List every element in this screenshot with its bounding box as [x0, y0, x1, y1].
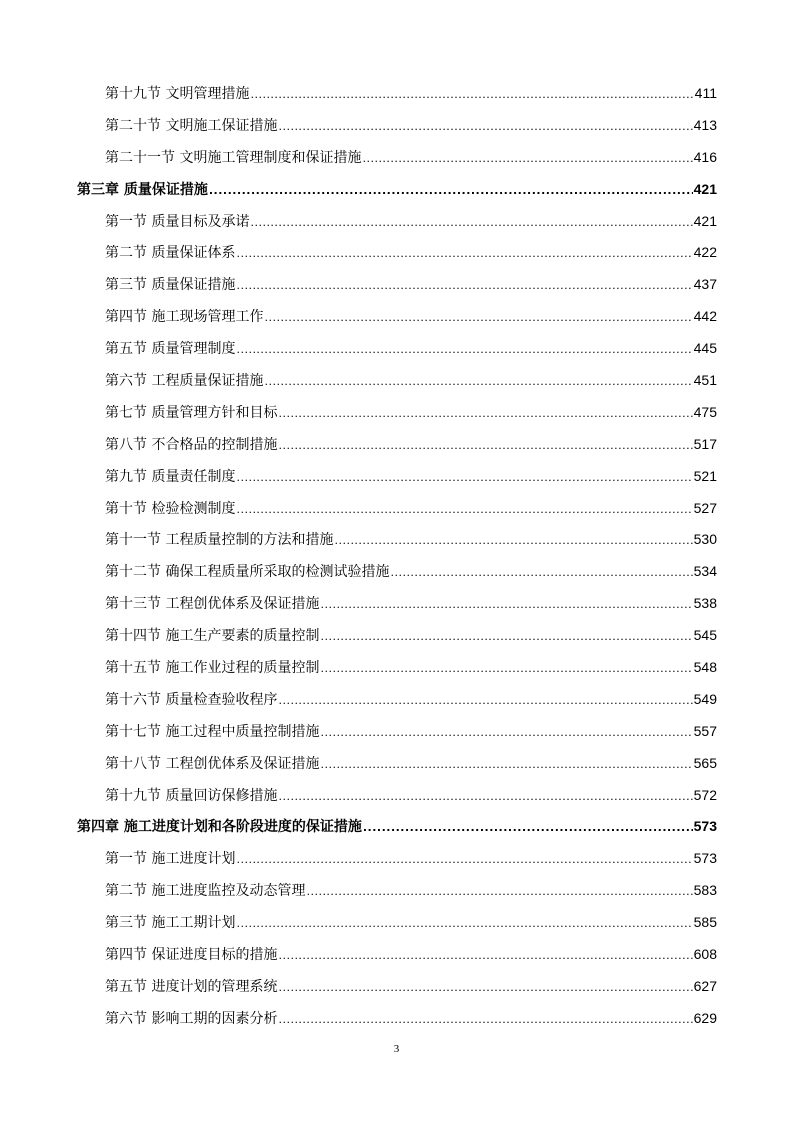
- toc-entry-page: 530: [693, 531, 717, 548]
- toc-dot-leader: [236, 343, 692, 356]
- toc-section-entry[interactable]: [0, 109, 793, 141]
- toc-section-entry[interactable]: [0, 268, 793, 300]
- toc-dot-leader: [363, 821, 693, 834]
- toc-section-entry[interactable]: [0, 460, 793, 492]
- toc-entry-title: 第一节 施工进度计划: [105, 851, 236, 868]
- toc-entry-page: 422: [693, 244, 717, 261]
- toc-section-entry[interactable]: [0, 396, 793, 428]
- toc-dot-leader: [320, 630, 692, 643]
- toc-entry-page: 445: [693, 340, 717, 357]
- toc-entry-title: 第六节 影响工期的因素分析: [105, 1010, 278, 1027]
- toc-entry-page: 442: [693, 308, 717, 325]
- toc-entry-page: 548: [693, 659, 717, 676]
- toc-section-entry[interactable]: [0, 587, 793, 619]
- toc-entry-page: 437: [693, 276, 717, 293]
- toc-entry-title: 第二节 施工进度监控及动态管理: [105, 883, 306, 900]
- toc-entry-page: 421: [693, 212, 717, 229]
- toc-entry-page: 413: [693, 116, 717, 133]
- toc-entry-title: 第二节 质量保证体系: [105, 245, 236, 262]
- toc-section-entry[interactable]: [0, 236, 793, 268]
- toc-entry-title: 第十五节 施工作业过程的质量控制: [105, 660, 320, 677]
- toc-dot-leader: [278, 981, 692, 994]
- toc-entry-title: 第十一节 工程质量控制的方法和措施: [105, 532, 334, 549]
- toc-entry-title: 第十六节 质量检查验收程序: [105, 691, 278, 708]
- toc-entry-title: 第四节 施工现场管理工作: [105, 309, 264, 326]
- toc-entry-title: 第十八节 工程创优体系及保证措施: [105, 755, 320, 772]
- toc-entry-title: 第十节 检验检测制度: [105, 500, 236, 517]
- toc-section-entry[interactable]: [0, 141, 793, 173]
- page-number: 3: [393, 1043, 400, 1055]
- toc-entry-page: 573: [693, 818, 717, 835]
- toc-entry-title: 第十九节 文明管理措施: [105, 86, 250, 102]
- toc-dot-leader: [236, 279, 692, 292]
- toc-dot-leader: [362, 152, 692, 165]
- toc-dot-leader: [278, 949, 692, 962]
- toc-section-entry[interactable]: [0, 619, 793, 651]
- toc-entry-title: 第八节 不合格品的控制措施: [105, 436, 278, 453]
- toc-section-entry[interactable]: [0, 906, 793, 938]
- toc-section-entry[interactable]: [0, 492, 793, 524]
- toc-dot-leader: [278, 439, 692, 452]
- toc-entry-title: 第十四节 施工生产要素的质量控制: [105, 628, 320, 645]
- toc-section-entry[interactable]: [0, 205, 793, 237]
- toc-entry-page: 475: [693, 403, 717, 420]
- toc-entry-page: 521: [693, 467, 717, 484]
- toc-section-entry[interactable]: [0, 300, 793, 332]
- table-of-contents: [0, 77, 793, 1034]
- toc-dot-leader: [264, 311, 692, 324]
- toc-chapter-entry[interactable]: [0, 810, 793, 842]
- toc-entry-page: 451: [693, 372, 717, 389]
- toc-dot-leader: [209, 184, 693, 197]
- toc-entry-page: 565: [693, 754, 717, 771]
- toc-entry-title: 第十三节 工程创优体系及保证措施: [105, 596, 320, 613]
- toc-dot-leader: [320, 726, 692, 739]
- toc-section-entry[interactable]: [0, 523, 793, 555]
- toc-section-entry[interactable]: [0, 715, 793, 747]
- toc-dot-leader: [264, 375, 692, 388]
- toc-entry-page: 416: [693, 148, 717, 165]
- toc-entry-title: 第十七节 施工过程中质量控制措施: [105, 723, 320, 740]
- toc-section-entry[interactable]: [0, 874, 793, 906]
- toc-dot-leader: [236, 853, 692, 866]
- toc-dot-leader: [334, 534, 692, 547]
- toc-entry-title: 第六节 工程质量保证措施: [105, 373, 264, 390]
- toc-section-entry[interactable]: [0, 747, 793, 779]
- toc-entry-page: 517: [693, 435, 717, 452]
- toc-entry-title: 第五节 质量管理制度: [105, 341, 236, 358]
- toc-entry-title: 第四章 施工进度计划和各阶段进度的保证措施: [77, 819, 362, 836]
- toc-entry-title: 第九节 质量责任制度: [105, 468, 236, 485]
- toc-entry-page: 585: [693, 914, 717, 931]
- toc-entry-page: 549: [693, 690, 717, 707]
- toc-dot-leader: [250, 88, 693, 101]
- toc-entry-page: 583: [693, 882, 717, 899]
- toc-entry-title: 第十二节 确保工程质量所采取的检测试验措施: [105, 564, 390, 581]
- toc-section-entry[interactable]: [0, 938, 793, 970]
- toc-entry-title: 第十九节 质量回访保修措施: [105, 787, 278, 804]
- toc-dot-leader: [278, 790, 692, 803]
- toc-dot-leader: [250, 216, 692, 229]
- toc-section-entry[interactable]: [0, 683, 793, 715]
- toc-entry-title: 第五节 进度计划的管理系统: [105, 978, 278, 995]
- toc-entry-title: 第七节 质量管理方针和目标: [105, 404, 278, 421]
- toc-entry-page: 608: [693, 946, 717, 963]
- toc-dot-leader: [320, 662, 692, 675]
- toc-section-entry[interactable]: [0, 970, 793, 1002]
- toc-dot-leader: [320, 758, 692, 771]
- toc-entry-page: 421: [693, 180, 717, 197]
- toc-dot-leader: [278, 694, 692, 707]
- toc-entry-page: 545: [693, 627, 717, 644]
- toc-dot-leader: [236, 247, 692, 260]
- toc-dot-leader: [236, 471, 692, 484]
- toc-entry-title: 第二十一节 文明施工管理制度和保证措施: [105, 149, 362, 166]
- toc-dot-leader: [236, 503, 692, 516]
- toc-section-entry[interactable]: [0, 428, 793, 460]
- toc-section-entry[interactable]: [0, 651, 793, 683]
- toc-entry-title: 第三节 质量保证措施: [105, 277, 236, 294]
- toc-entry-title: 第二十节 文明施工保证措施: [105, 117, 278, 134]
- toc-entry-page: 572: [693, 786, 717, 803]
- toc-section-entry[interactable]: [0, 364, 793, 396]
- toc-entry-page: 627: [693, 977, 717, 994]
- toc-entry-title: 第三节 施工工期计划: [105, 915, 236, 932]
- toc-entry-page: 538: [693, 595, 717, 612]
- toc-dot-leader: [390, 566, 692, 579]
- toc-entry-title: 第一节 质量目标及承诺: [105, 213, 250, 230]
- toc-dot-leader: [278, 1013, 692, 1026]
- toc-entry-page: 557: [693, 722, 717, 739]
- toc-section-entry[interactable]: [0, 842, 793, 874]
- toc-entry-page: 629: [693, 1009, 717, 1026]
- toc-chapter-entry[interactable]: [0, 173, 793, 205]
- toc-entry-page: 411: [694, 85, 717, 101]
- toc-entry-page: 534: [693, 563, 717, 580]
- toc-dot-leader: [320, 598, 692, 611]
- toc-section-entry[interactable]: [0, 1002, 793, 1034]
- toc-dot-leader: [306, 885, 692, 898]
- toc-entry-page: 573: [693, 850, 717, 867]
- toc-entry-page: 527: [693, 499, 717, 516]
- toc-section-entry[interactable]: [0, 555, 793, 587]
- toc-dot-leader: [278, 120, 692, 133]
- toc-entry-title: 第四节 保证进度目标的措施: [105, 947, 278, 964]
- toc-section-entry[interactable]: [0, 77, 793, 109]
- toc-entry-title: 第三章 质量保证措施: [77, 181, 208, 198]
- toc-dot-leader: [278, 407, 692, 420]
- toc-section-entry[interactable]: [0, 779, 793, 811]
- toc-dot-leader: [236, 917, 692, 930]
- toc-section-entry[interactable]: [0, 332, 793, 364]
